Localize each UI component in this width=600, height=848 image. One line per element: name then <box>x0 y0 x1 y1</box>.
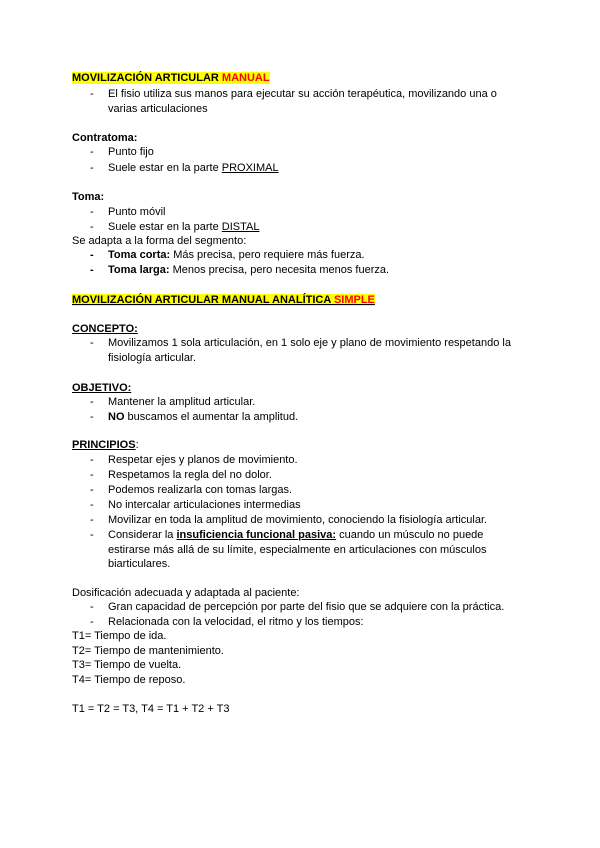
bullet-text: Gran capacidad de percepción por parte del fisio que se adquiere con la práctica. <box>108 601 505 613</box>
principios-heading-text: PRINCIPIOS <box>72 439 136 451</box>
title-prefix: MOVILIZACIÓN ARTICULAR <box>72 72 222 84</box>
toma-corta-text: Más precisa, pero requiere más fuerza. <box>170 249 365 261</box>
bullet-text: Movilizar en toda la amplitud de movimiento, conociendo la fisiología articular. <box>108 514 488 526</box>
dash-bullet: - <box>90 514 94 526</box>
formula-text: T1 = T2 = T3, T4 = T1 + T2 + T3 <box>72 703 230 715</box>
bullet-text <box>108 410 518 425</box>
bullet-text <box>108 263 518 278</box>
toma-corta-label: Toma corta: <box>108 249 171 261</box>
dash-bullet: - <box>90 601 94 613</box>
dash-bullet: - <box>90 162 94 174</box>
bullet-text: Respetar ejes y planos de movimiento. <box>108 454 298 466</box>
proximal-underlined: PROXIMAL <box>221 162 279 174</box>
dash-bullet: - <box>90 499 94 511</box>
prefix-text: Suele estar en la parte <box>108 221 222 233</box>
principios-heading <box>72 438 139 452</box>
section-title-analitica-simple <box>72 293 375 307</box>
distal-underlined: DISTAL <box>221 221 260 233</box>
bullet-text: Movilizamos 1 sola articulación, en 1 solo eje y plano de movimiento respetando la fisiología articular. <box>108 337 511 364</box>
concepto-heading: CONCEPTO: <box>72 323 138 335</box>
bullet-text: Punto móvil <box>108 206 166 218</box>
no-rest-text: buscamos el aumentar la amplitud. <box>124 411 299 423</box>
dash-bullet: - <box>90 249 94 261</box>
bullet-text: Podemos realizarla con tomas largas. <box>108 484 293 496</box>
dosificacion-intro: Dosificación adecuada y adaptada al paciente: <box>72 587 300 599</box>
bullet-text <box>108 528 518 572</box>
t1-text: T1= Tiempo de ida. <box>72 630 167 642</box>
prefix-text: Considerar la <box>108 529 177 541</box>
bullet-text: Respetamos la regla del no dolor. <box>108 469 272 481</box>
dash-bullet: - <box>90 616 94 628</box>
bullet-text: El fisio utiliza sus manos para ejecutar su acción terapéutica, movilizando una o varias articulaciones <box>108 88 497 115</box>
toma-heading: Toma: <box>72 191 105 203</box>
insuficiencia-bold: insuficiencia funcional pasiva: <box>176 529 337 541</box>
t4-text: T4= Tiempo de reposo. <box>72 674 186 686</box>
principios-colon: : <box>135 439 139 451</box>
dash-bullet: - <box>90 411 94 423</box>
dash-bullet: - <box>90 529 94 541</box>
dash-bullet: - <box>90 206 94 218</box>
title-highlight-simple: SIMPLE <box>333 294 375 306</box>
insuficiencia-text: cuando un músculo no puede estirarse más allá de su límite, especialmente en articulaciones con músculos biarticulares. <box>108 529 487 570</box>
objetivo-heading: OBJETIVO: <box>72 382 132 394</box>
dash-bullet: - <box>90 454 94 466</box>
bullet-text: Punto fijo <box>108 146 154 158</box>
bullet-text: Relacionada con la velocidad, el ritmo y los tiempos: <box>108 616 364 628</box>
contratoma-heading: Contratoma: <box>72 132 138 144</box>
section-title-movilizacion-manual <box>72 71 270 85</box>
bullet-text: No intercalar articulaciones intermedias <box>108 499 301 511</box>
dash-bullet: - <box>90 396 94 408</box>
dash-bullet: - <box>90 221 94 233</box>
t3-text: T3= Tiempo de vuelta. <box>72 659 182 671</box>
bullet-text <box>108 220 518 235</box>
bullet-text <box>108 161 518 176</box>
title-highlight-manual: MANUAL <box>221 72 270 84</box>
bullet-text <box>108 248 518 263</box>
dash-bullet: - <box>90 337 94 349</box>
dash-bullet: - <box>90 88 94 100</box>
no-bold: NO <box>108 411 125 423</box>
bullet-text: Mantener la amplitud articular. <box>108 396 256 408</box>
t2-text: T2= Tiempo de mantenimiento. <box>72 645 224 657</box>
dash-bullet: - <box>90 484 94 496</box>
prefix-text: Suele estar en la parte <box>108 162 222 174</box>
title-prefix: MOVILIZACIÓN ARTICULAR MANUAL ANALÍTICA <box>72 294 334 306</box>
toma-larga-text: Menos precisa, pero necesita menos fuerza. <box>169 264 390 276</box>
toma-larga-label: Toma larga: <box>108 264 170 276</box>
dash-bullet: - <box>90 146 94 158</box>
dash-bullet: - <box>90 264 94 276</box>
dash-bullet: - <box>90 469 94 481</box>
adapt-text: Se adapta a la forma del segmento: <box>72 235 247 247</box>
